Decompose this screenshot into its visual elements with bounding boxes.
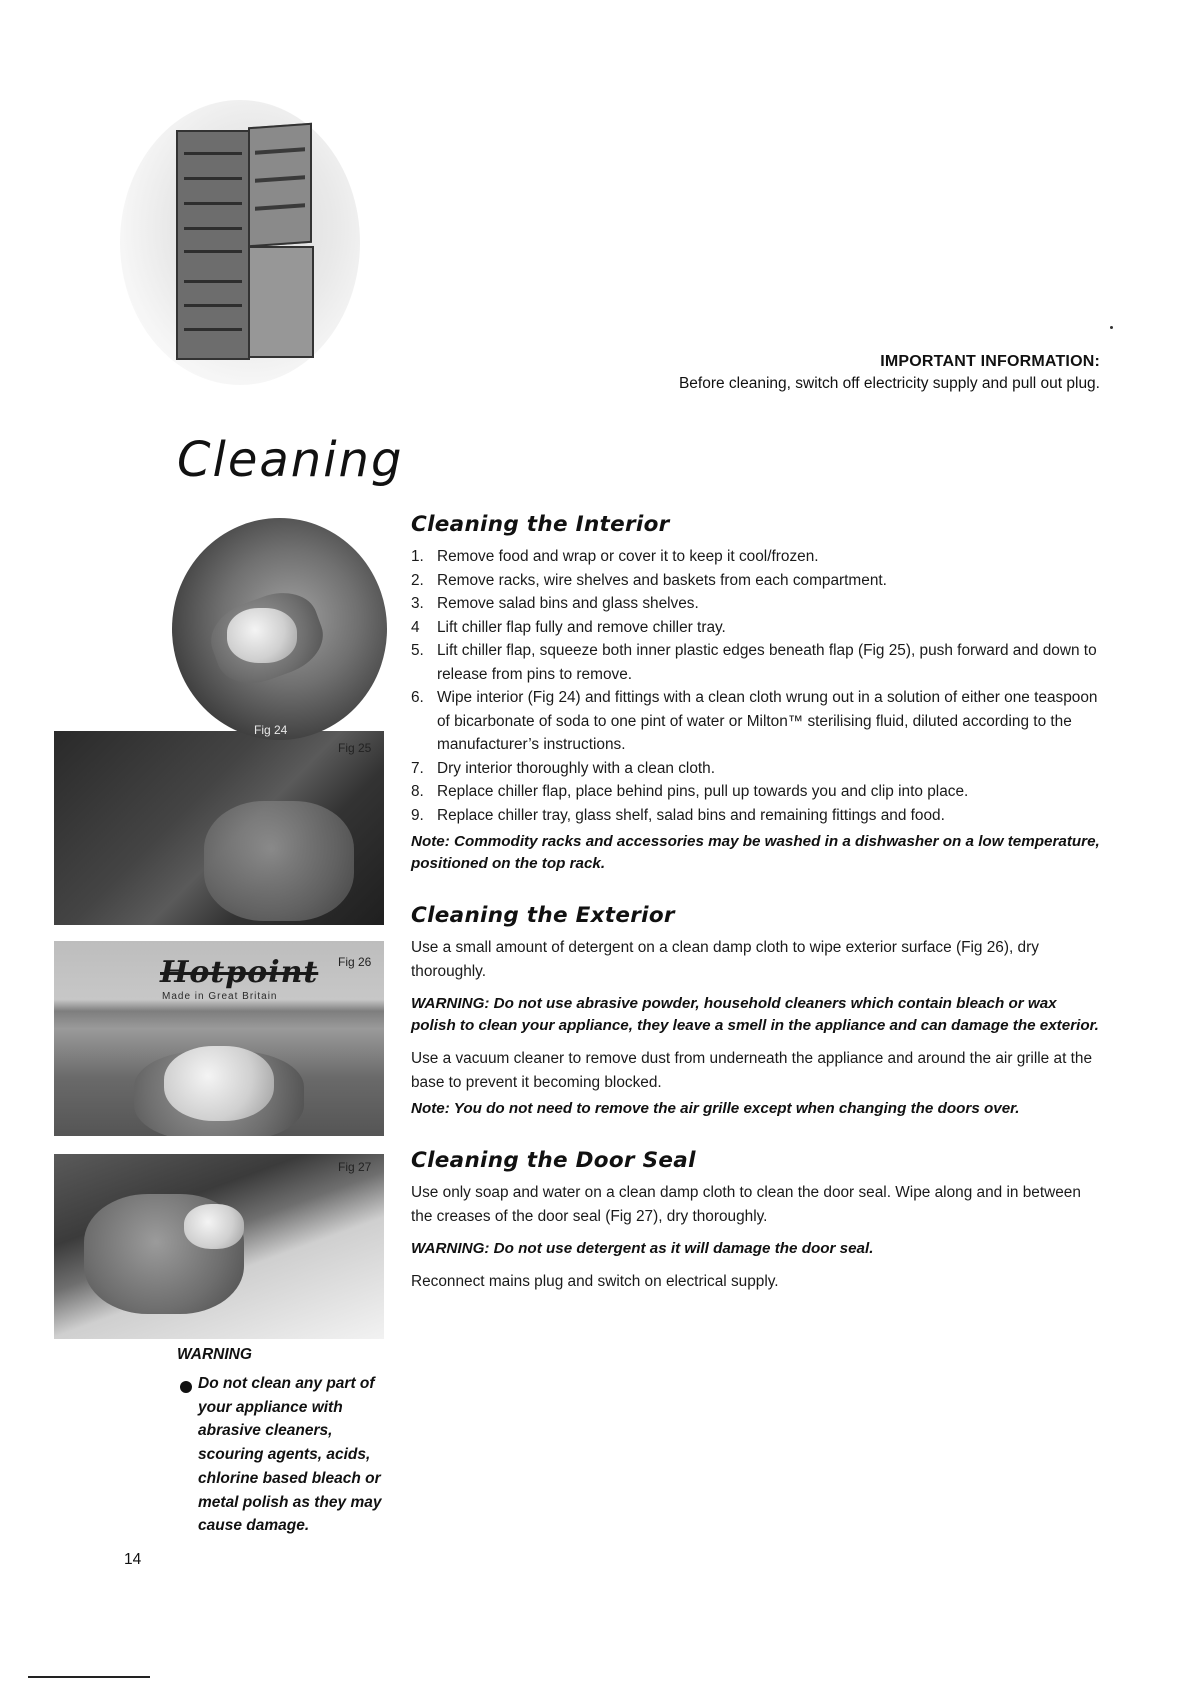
bottom-rule	[28, 1676, 150, 1678]
reconnect-paragraph: Reconnect mains plug and switch on electrical supply.	[411, 1273, 779, 1290]
side-warning-title: WARNING	[177, 1346, 252, 1363]
list-item: 4 Lift chiller flap fully and remove chiller tray.	[411, 618, 726, 636]
list-item: 8. Replace chiller flap, place behind pins, pull up towards you and clip into place.	[411, 783, 969, 800]
hotpoint-logo-subtext: Made in Great Britain	[162, 991, 278, 1002]
fig27-photo	[54, 1154, 384, 1339]
list-item: 1. Remove food and wrap or cover it to keep it cool/frozen.	[411, 548, 819, 565]
list-item: 7. Dry interior thoroughly with a clean cloth.	[411, 759, 716, 777]
bullet-icon	[180, 1381, 192, 1393]
exterior-warning: WARNING: Do not use abrasive powder, household cleaners which contain bleach or wax polish to clean your appliance, they leave a smell in the appliance and can damage the exterior.	[411, 995, 1099, 1034]
fig27-label: Fig 27	[338, 1160, 372, 1174]
fig25-label: Fig 25	[338, 741, 372, 755]
hotpoint-logo: Hotpoint	[160, 955, 319, 990]
fig26-photo	[54, 941, 384, 1136]
page-title: Cleaning	[177, 432, 404, 488]
fig24-label: Fig 24	[254, 723, 288, 737]
list-item: 2. Remove racks, wire shelves and baskets from each compartment.	[411, 571, 887, 589]
list-item: 5. Lift chiller flap, squeeze both inner plastic edges beneath flap (Fig 25), push forward and down to release from pins to remove.	[411, 642, 1097, 683]
freezer-door	[248, 246, 314, 358]
page-number: 14	[124, 1551, 142, 1568]
cloth-shape	[164, 1046, 274, 1121]
hand-shape	[204, 801, 354, 921]
fridge-door	[248, 123, 312, 247]
fig26-label: Fig 26	[338, 955, 372, 969]
interior-steps	[411, 545, 1101, 827]
fridge-cabinet	[176, 130, 250, 360]
exterior-paragraph: Use a small amount of detergent on a clean damp cloth to wipe exterior surface (Fig 26), dry thoroughly.	[411, 939, 1039, 980]
interior-note: Note: Commodity racks and accessories may be washed in a dishwasher on a low temperature, positioned on the top rack.	[411, 833, 1100, 872]
fig24-photo	[172, 518, 387, 740]
speck	[1110, 326, 1113, 329]
main-content	[411, 512, 1101, 1294]
side-warning-text: Do not clean any part of your appliance with abrasive cleaners, scouring agents, acids, chlorine based bleach or metal polish as they may cause damage.	[198, 1375, 382, 1535]
cloth-shape	[227, 608, 297, 663]
interior-heading: Cleaning the Interior	[411, 512, 670, 537]
important-info-title: IMPORTANT INFORMATION:	[880, 353, 1100, 370]
fridge-illustration	[120, 100, 360, 385]
exterior-heading: Cleaning the Exterior	[411, 903, 675, 928]
exterior-note: Note: You do not need to remove the air grille except when changing the doors over.	[411, 1100, 1020, 1117]
list-item: 9. Replace chiller tray, glass shelf, salad bins and remaining fittings and food.	[411, 806, 945, 824]
door-seal-paragraph: Use only soap and water on a clean damp cloth to clean the door seal. Wipe along and in between the creases of the door seal (Fig 27), dry thoroughly.	[411, 1184, 1081, 1225]
door-seal-heading: Cleaning the Door Seal	[411, 1148, 696, 1173]
cloth-shape	[184, 1204, 244, 1249]
list-item: 3. Remove salad bins and glass shelves.	[411, 595, 699, 612]
door-seal-warning: WARNING: Do not use detergent as it will damage the door seal.	[411, 1240, 874, 1257]
list-item: 6. Wipe interior (Fig 24) and fittings with a clean cloth wrung out in a solution of either one teaspoon of bicarbonate of soda to one pint of water or Milton™ sterilising fluid, diluted according to the manufacturer’s instructions.	[411, 689, 1098, 753]
important-info-text: Before cleaning, switch off electricity supply and pull out plug.	[678, 375, 1100, 392]
exterior-vacuum-paragraph: Use a vacuum cleaner to remove dust from underneath the appliance and around the air grille at the base to prevent it becoming blocked.	[411, 1050, 1093, 1091]
fig25-photo	[54, 731, 384, 925]
